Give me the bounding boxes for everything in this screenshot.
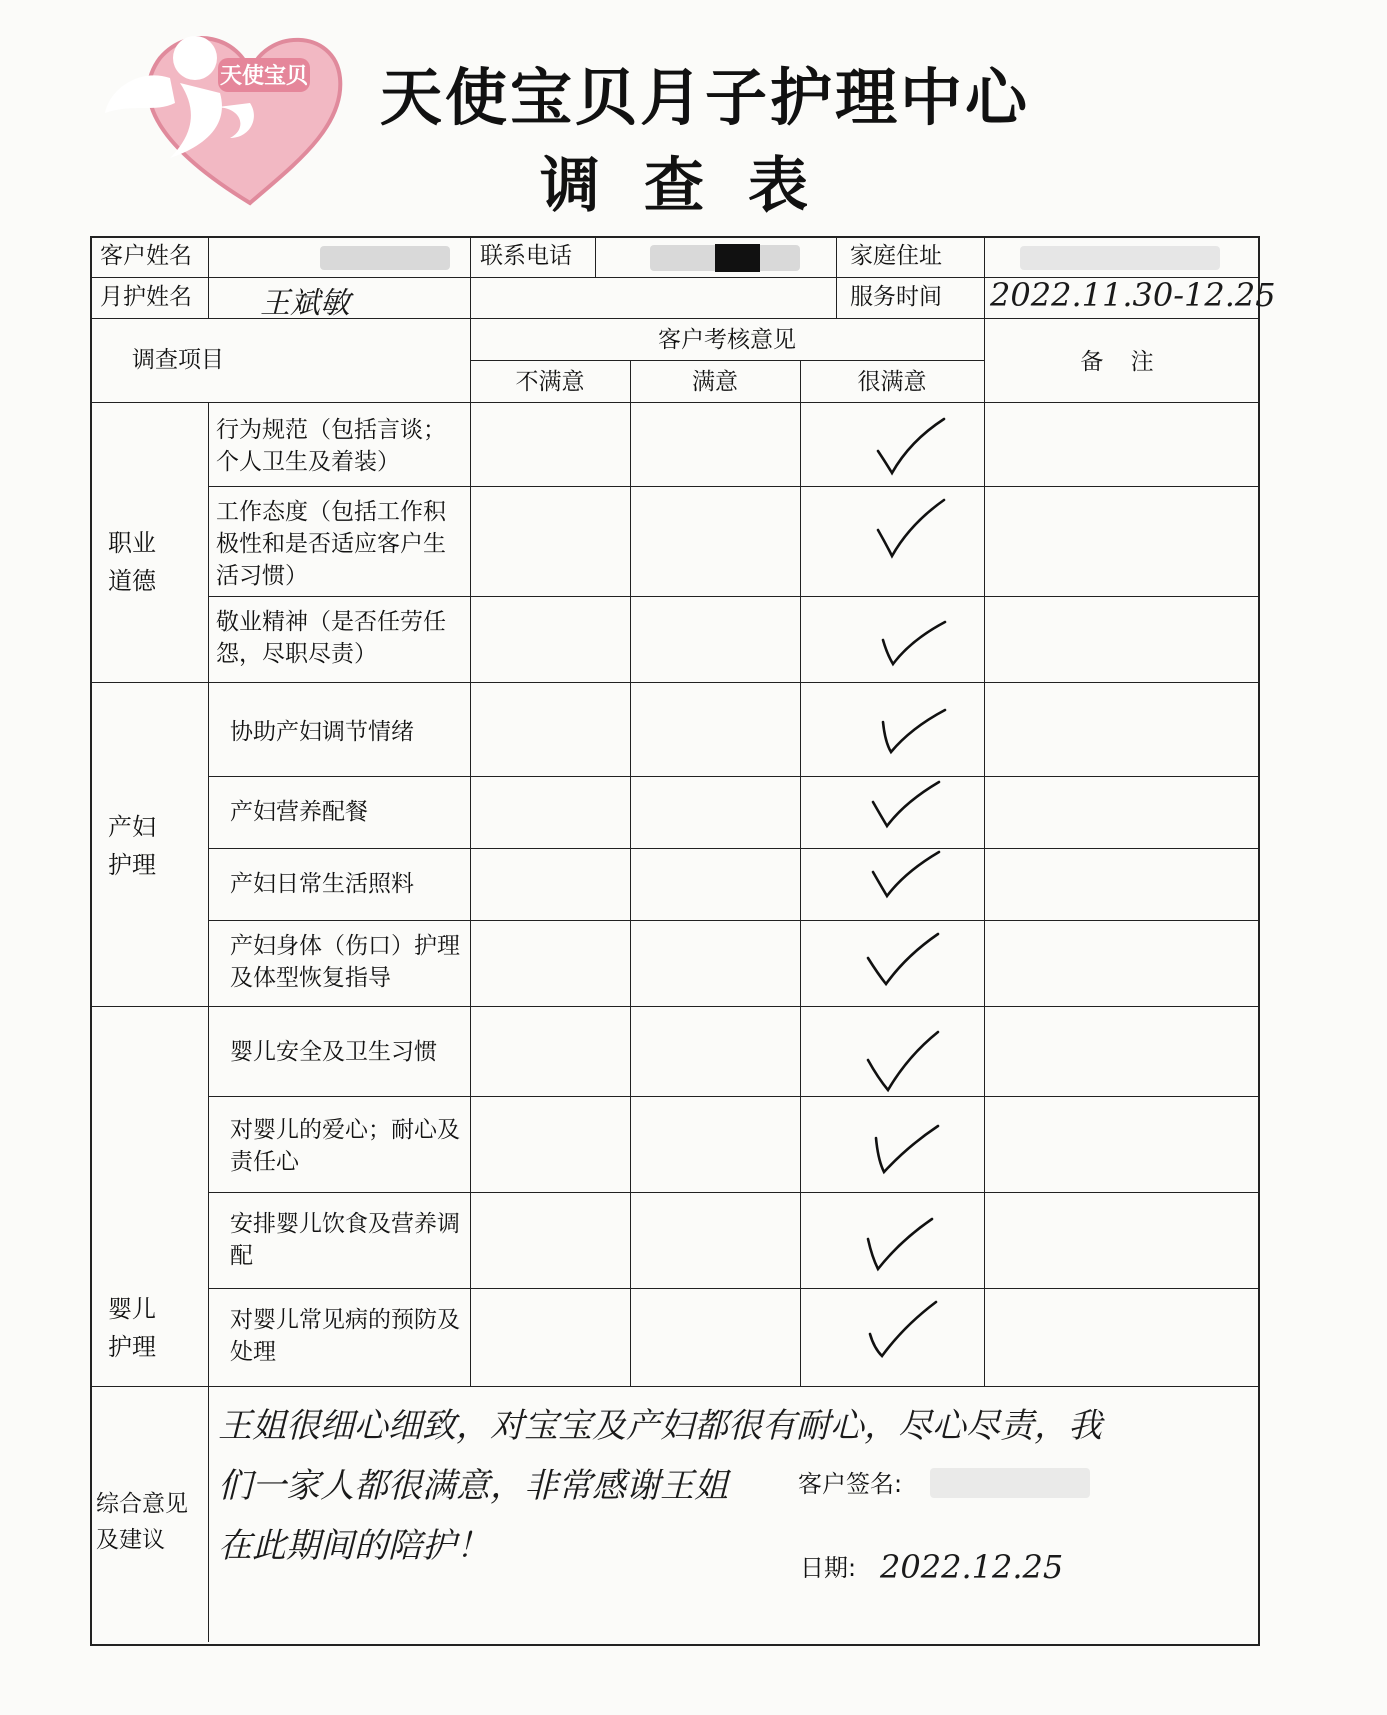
satisfied-header: 满意 [692, 369, 738, 395]
phone-label: 联系电话 [480, 243, 572, 269]
check-mark [875, 704, 955, 764]
check-mark [865, 776, 945, 836]
divider [836, 236, 837, 318]
address-redacted [1020, 246, 1220, 270]
evaluation-header: 客户考核意见 [658, 327, 796, 353]
check-mark [875, 614, 955, 674]
page-subtitle: 调查表 [540, 151, 852, 221]
comment-line-3: 在此期间的陪护！ [218, 1526, 490, 1566]
check-mark [870, 494, 950, 564]
service-time-value: 2022.11.30-12.25 [990, 276, 1276, 314]
divider [208, 1096, 1260, 1097]
item-nutrition: 产妇营养配餐 [230, 799, 368, 825]
check-mark [860, 1026, 944, 1096]
comment-line-2: 们一家人都很满意，非常感谢王姐 [218, 1466, 728, 1506]
date-label: 日期: [800, 1554, 857, 1582]
category-maternal-care: 产妇护理 [108, 813, 156, 879]
divider [90, 1386, 1260, 1387]
check-mark [860, 1211, 944, 1275]
divider [90, 682, 1260, 683]
divider [984, 236, 985, 318]
item-dedication: 敬业精神（是否任劳任怨，尽职尽责） [216, 609, 446, 667]
item-daily-care: 产妇日常生活照料 [230, 871, 414, 897]
check-mark [862, 1294, 946, 1364]
item-work-attitude: 工作态度（包括工作积极性和是否适应客户生活习惯） [216, 499, 446, 589]
remarks-header: 备 注 [1080, 349, 1164, 375]
divider [208, 402, 209, 1642]
date-value: 2022.12.25 [880, 1548, 1064, 1586]
nanny-name-value: 王斌敏 [260, 286, 350, 321]
customer-name-redacted [320, 246, 450, 270]
divider [208, 236, 209, 277]
divider [208, 486, 1260, 487]
category-professional-ethics: 职业道德 [108, 529, 156, 595]
nanny-name-label: 月护姓名 [100, 284, 192, 310]
service-time-label: 服务时间 [850, 284, 942, 310]
address-label: 家庭住址 [850, 243, 942, 269]
divider [208, 596, 1260, 597]
check-mark [865, 846, 945, 906]
logo-text: 天使宝贝 [219, 64, 309, 89]
item-mood-support: 协助产妇调节情绪 [230, 719, 414, 745]
divider [208, 920, 1260, 921]
check-mark [860, 926, 944, 990]
divider [470, 360, 984, 361]
signature-label: 客户签名: [798, 1470, 903, 1498]
check-mark [870, 411, 950, 481]
item-infant-feeding: 安排婴儿饮食及营养调配 [230, 1211, 460, 1269]
divider [470, 402, 471, 1386]
divider [595, 236, 596, 277]
divider [630, 360, 631, 1386]
divider [208, 1192, 1260, 1193]
survey-item-header: 调查项目 [132, 347, 224, 373]
item-infant-safety: 婴儿安全及卫生习惯 [230, 1039, 437, 1065]
category-infant-care: 婴儿护理 [108, 1295, 156, 1361]
divider [208, 848, 1260, 849]
divider [208, 277, 209, 318]
very-satisfied-header: 很满意 [857, 369, 927, 395]
comment-line-1: 王姐很细心细致，对宝宝及产妇都很有耐心，尽心尽责，我 [218, 1406, 1102, 1446]
signature-redacted [930, 1468, 1090, 1498]
item-recovery: 产妇身体（伤口）护理及体型恢复指导 [230, 933, 460, 991]
survey-form [90, 236, 1276, 1646]
divider [90, 402, 1260, 403]
divider [208, 1288, 1260, 1289]
divider [90, 1006, 1260, 1007]
page-title: 天使宝贝月子护理中心 [380, 61, 1031, 134]
divider [208, 776, 1260, 777]
customer-name-label: 客户姓名 [100, 243, 192, 269]
phone-redacted-mark [715, 244, 760, 272]
unsatisfied-header: 不满意 [515, 369, 585, 395]
item-infant-illness: 对婴儿常见病的预防及处理 [230, 1307, 460, 1365]
summary-label: 综合意见及建议 [96, 1491, 188, 1553]
divider [800, 360, 801, 1386]
check-mark [868, 1116, 952, 1180]
item-conduct: 行为规范（包括言谈；个人卫生及着装） [216, 417, 446, 475]
item-infant-love: 对婴儿的爱心；耐心及责任心 [230, 1117, 460, 1175]
company-logo [100, 18, 350, 208]
divider [984, 318, 985, 1386]
